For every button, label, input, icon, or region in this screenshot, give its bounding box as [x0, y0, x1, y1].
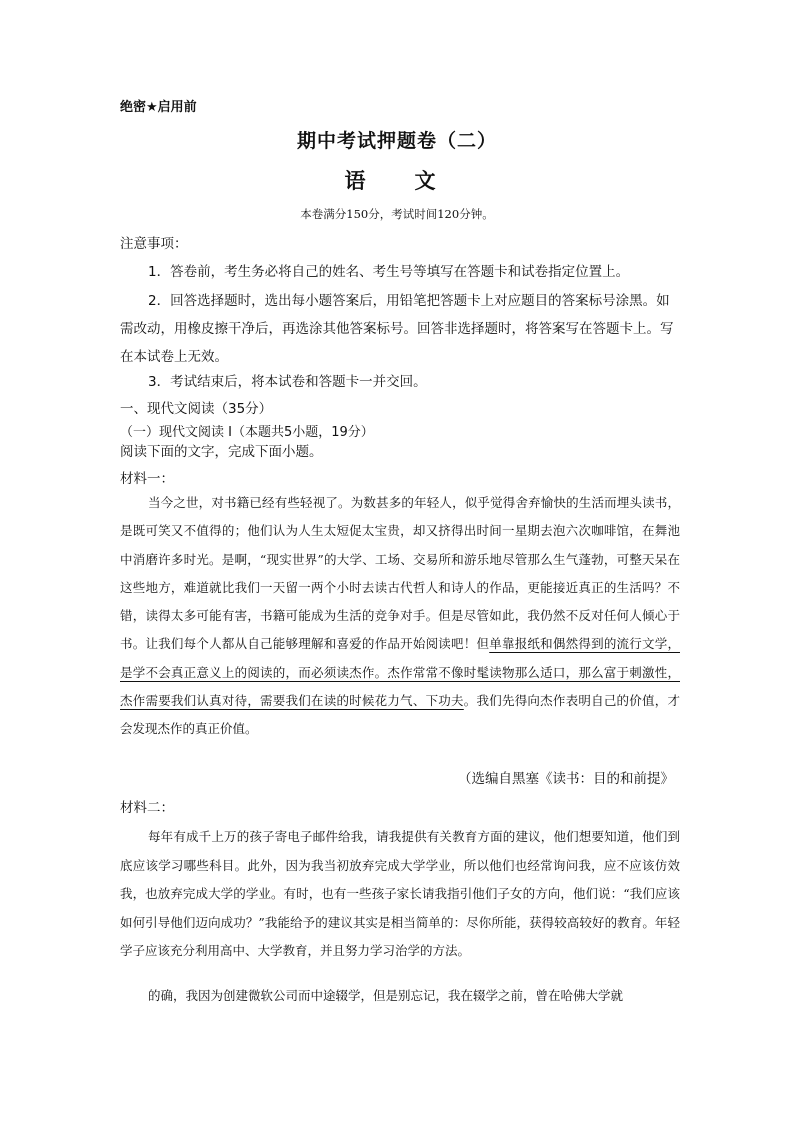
exam-title: 期中考试押题卷（二） — [296, 130, 497, 152]
reading-instruction: 阅读下面的文字，完成下面小题。 — [120, 444, 323, 460]
subsection-heading: （一）现代文阅读 I（本题共5小题，19分） — [120, 425, 374, 440]
material-1-paragraph — [120, 489, 680, 744]
notice-label: 注意事项： — [120, 236, 188, 252]
notice-item-1: 1．答卷前，考生务必将自己的姓名、考生号等填写在答题卡和试卷指定位置上。 — [148, 264, 630, 280]
material-1-text-end: 。我们先得向杰作表明自己的价值，才会发现杰作的真正价值。 — [120, 693, 680, 737]
material-2-paragraph-1: 每年有成千上万的孩子寄电子邮件给我，请我提供有关教育方面的建议，他们想要知道，他们到底应该学习哪些科目。此外，因为我当初放弃完成大学学业，所以他们也经常询问我，应不应该仿效我，也放弃完成大学的学业。有时，也有一些孩子家长请我指引他们子女的方向，他们说：“我们应该如何引导他们迈向成功？”我能给予的建议其实是相当简单的：尽你所能，获得较高较好的教育。年轻学子应该充分利用高中、大学教育，并且努力学习治学的方法。 — [120, 829, 680, 958]
material-1-text-start: 当今之世，对书籍已经有些轻视了。为数甚多的年轻人，似乎觉得舍弃愉快的生活而埋头读书，是既可笑又不值得的；他们认为人生太短促太宝贵，却又挤得出时间一星期去泡六次咖啡馆，在舞池中消磨许多时光。是啊，“现实世界”的大学、工场、交易所和游乐地尽管那么生气蓬勃，可整天呆在这些地方，难道就比我们一天留一两个小时去读古代哲人和诗人的作品，更能接近真正的生活吗？不错，读得太多可能有害，书籍可能成为生活的竞争对手。但是尽管如此，我仍然不反对任何人倾心于书。让我们每个人都从自己能够理解和喜爱的作品开始阅读吧！但 — [120, 495, 680, 652]
section-heading: 一、现代文阅读（35分） — [120, 401, 273, 417]
subject-title: 语 文 — [344, 169, 450, 193]
material-2-label: 材料二： — [120, 800, 174, 816]
material-1-source: （选编自黑塞《读书：目的和前提》 — [458, 771, 674, 787]
notice-item-3: 3．考试结束后，将本试卷和答题卡一并交回。 — [148, 374, 427, 390]
material-1-underlined-text: 单靠报纸和偶然得到的流行文学，是学不会真正意义上的阅读的，而必须读杰作。杰作常常不像时髦读物那么适口，那么富于刺激性，杰作需要我们认真对待，需要我们在读的时候花力气、下功夫 — [120, 636, 680, 709]
material-1-label: 材料一： — [120, 471, 174, 487]
material-2-paragraph-2: 的确，我因为创建微软公司而中途辍学，但是别忘记，我在辍学之前，曾在哈佛大学就 — [148, 988, 624, 1003]
score-time-line: 本卷满分150分，考试时间120分钟。 — [300, 207, 494, 221]
confidential-mark: 绝密★启用前 — [120, 100, 197, 115]
notice-item-2: 2．回答选择题时，选出每小题答案后，用铅笔把答题卡上对应题目的答案标号涂黑。如需改动，用橡皮擦干净后，再选涂其他答案标号。回答非选择题时，将答案写在答题卡上。写在本试卷上无效。 — [120, 293, 674, 365]
